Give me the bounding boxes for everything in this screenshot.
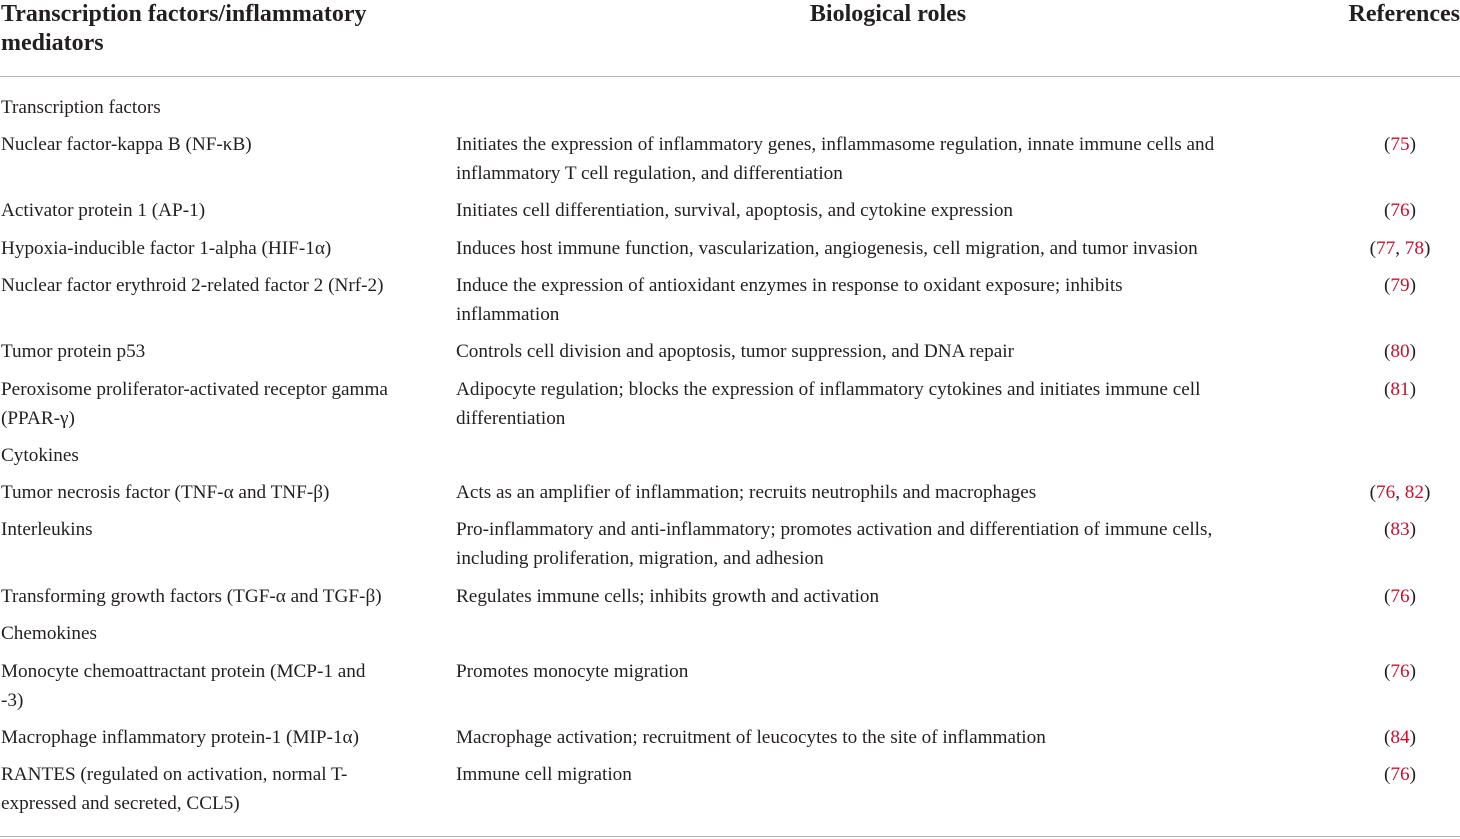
reference-paren: )	[1409, 519, 1416, 540]
biological-role	[456, 376, 1316, 433]
reference-paren: )	[1409, 586, 1416, 607]
header-mediators	[1, 0, 441, 58]
reference-cell	[1340, 338, 1460, 367]
header-rule	[0, 76, 1460, 77]
biological-role-line: Promotes monocyte migration	[456, 661, 689, 682]
footer-rule	[0, 836, 1460, 837]
reference-cell	[1340, 516, 1460, 545]
reference-link[interactable]: 78	[1404, 238, 1424, 259]
reference-cell	[1340, 376, 1460, 405]
reference-paren: (	[1384, 661, 1391, 682]
biological-role	[456, 131, 1316, 188]
reference-paren: )	[1409, 379, 1416, 400]
reference-cell	[1340, 272, 1460, 301]
mediator-name	[1, 516, 441, 545]
biological-role	[456, 479, 1316, 508]
biological-role	[456, 761, 1316, 790]
reference-paren: )	[1409, 275, 1416, 296]
mediator-name	[1, 479, 441, 508]
reference-paren: (	[1384, 200, 1391, 221]
reference-link[interactable]: 76	[1390, 661, 1410, 682]
mediator-name	[1, 376, 441, 433]
reference-link[interactable]: 82	[1404, 482, 1424, 503]
biological-role	[456, 338, 1316, 367]
biological-role-line: Initiates cell differentiation, survival, apoptosis, and cytokine expression	[456, 200, 1014, 221]
mediator-name-line: Tumor necrosis factor (TNF-α and TNF-β)	[1, 482, 330, 503]
biological-role	[456, 235, 1316, 264]
mediator-name	[1, 235, 441, 264]
reference-paren: (	[1384, 586, 1391, 607]
reference-paren: )	[1409, 341, 1416, 362]
mediator-name-line: Nuclear factor-kappa B (NF-κB)	[1, 134, 252, 155]
reference-cell	[1340, 131, 1460, 160]
biological-role-line: Regulates immune cells; inhibits growth and activation	[456, 586, 880, 607]
mediator-name-line: Transforming growth factors (TGF-α and TGF-β)	[1, 586, 382, 607]
reference-paren: (	[1369, 482, 1377, 503]
reference-link[interactable]: 77	[1376, 238, 1396, 259]
reference-paren: )	[1409, 764, 1416, 785]
biological-role-line: Controls cell division and apoptosis, tumor suppression, and DNA repair	[456, 341, 1014, 362]
reference-cell	[1340, 235, 1460, 264]
biological-role-line: inflammation	[456, 303, 560, 325]
reference-link[interactable]: 84	[1390, 727, 1410, 748]
mediator-name-line: Monocyte chemoattractant protein (MCP-1 and	[1, 661, 366, 682]
header-mediators-line2: mediators	[1, 30, 104, 56]
reference-paren: )	[1409, 200, 1416, 221]
biological-role	[456, 658, 1316, 687]
mediator-name	[1, 131, 441, 160]
section-heading-cytokines: Cytokines	[1, 445, 79, 466]
reference-link[interactable]: 81	[1390, 379, 1410, 400]
reference-paren: (	[1384, 275, 1391, 296]
reference-paren: (	[1384, 727, 1391, 748]
reference-cell	[1340, 761, 1460, 790]
reference-separator: ,	[1395, 238, 1405, 259]
mediator-name-line: -3)	[1, 689, 24, 711]
header-mediators-line1: Transcription factors/inflammatory	[1, 1, 367, 27]
mediator-name-line: RANTES (regulated on activation, normal T-	[1, 764, 348, 785]
reference-link[interactable]: 75	[1390, 134, 1410, 155]
reference-link[interactable]: 76	[1376, 482, 1396, 503]
mediator-name-line: Interleukins	[1, 519, 93, 540]
reference-paren: (	[1384, 764, 1391, 785]
biological-role	[456, 724, 1316, 753]
section-heading-transcription: Transcription factors	[1, 97, 161, 118]
reference-paren: (	[1384, 134, 1391, 155]
reference-paren: (	[1384, 379, 1391, 400]
biological-role	[456, 583, 1316, 612]
biological-role-line: Adipocyte regulation; blocks the expression of inflammatory cytokines and initiates immune cell	[456, 379, 1201, 400]
reference-paren: (	[1384, 341, 1391, 362]
reference-cell	[1340, 479, 1460, 508]
mediator-name-line: expressed and secreted, CCL5)	[1, 792, 240, 814]
biological-role-line: Immune cell migration	[456, 764, 632, 785]
biological-role-line: Induce the expression of antioxidant enzymes in response to oxidant exposure; inhibits	[456, 275, 1123, 296]
reference-paren: )	[1409, 727, 1416, 748]
biological-role-line: Acts as an amplifier of inflammation; recruits neutrophils and macrophages	[456, 482, 1037, 503]
mediator-name-line: Hypoxia-inducible factor 1-alpha (HIF-1α)	[1, 238, 332, 259]
mediator-name	[1, 761, 441, 818]
mediator-name-line: Tumor protein p53	[1, 341, 146, 362]
header-biological-roles: Biological roles	[809, 1, 967, 27]
reference-separator: ,	[1395, 482, 1405, 503]
biological-role	[456, 272, 1316, 329]
biological-role	[456, 197, 1316, 226]
mediator-name-line: Peroxisome proliferator-activated receptor gamma	[1, 379, 388, 400]
biological-role-line: Induces host immune function, vascularization, angiogenesis, cell migration, and tumor invasion	[456, 238, 1198, 259]
mediator-name-line: Macrophage inflammatory protein-1 (MIP-1α)	[1, 727, 359, 748]
reference-cell	[1340, 197, 1460, 226]
header-references: References	[1348, 1, 1460, 27]
biological-role-line: Pro-inflammatory and anti-inflammatory; promotes activation and differentiation of immune cells,	[456, 519, 1213, 540]
reference-link[interactable]: 76	[1390, 200, 1410, 221]
biological-role-line: inflammatory T cell regulation, and differentiation	[456, 162, 843, 184]
mediator-name	[1, 658, 441, 715]
biological-role-line: Initiates the expression of inflammatory genes, inflammasome regulation, innate immune cells and	[456, 134, 1215, 155]
reference-link[interactable]: 80	[1390, 341, 1410, 362]
reference-cell	[1340, 583, 1460, 612]
biological-role	[456, 516, 1316, 573]
mediator-name	[1, 272, 441, 301]
section-heading-chemokines: Chemokines	[1, 623, 97, 644]
reference-cell	[1340, 658, 1460, 687]
mediator-name-line: Nuclear factor erythroid 2-related factor 2 (Nrf-2)	[1, 275, 384, 296]
reference-link[interactable]: 83	[1390, 519, 1410, 540]
mediator-name	[1, 338, 441, 367]
reference-link[interactable]: 76	[1390, 764, 1410, 785]
reference-paren: )	[1409, 134, 1416, 155]
biological-role-line: Macrophage activation; recruitment of leucocytes to the site of inflammation	[456, 727, 1046, 748]
reference-cell	[1340, 724, 1460, 753]
mediator-name-line: Activator protein 1 (AP-1)	[1, 200, 206, 221]
reference-paren: (	[1384, 519, 1391, 540]
biological-role-line: differentiation	[456, 407, 566, 429]
reference-link[interactable]: 76	[1390, 586, 1410, 607]
mediator-name	[1, 724, 441, 753]
reference-paren: (	[1369, 238, 1377, 259]
reference-paren: )	[1423, 238, 1431, 259]
reference-paren: )	[1423, 482, 1431, 503]
mediator-name	[1, 583, 441, 612]
biological-role-line: including proliferation, migration, and adhesion	[456, 547, 824, 569]
mediator-name-line: (PPAR-γ)	[1, 407, 75, 429]
mediator-name	[1, 197, 441, 226]
reference-paren: )	[1409, 661, 1416, 682]
reference-link[interactable]: 79	[1390, 275, 1410, 296]
